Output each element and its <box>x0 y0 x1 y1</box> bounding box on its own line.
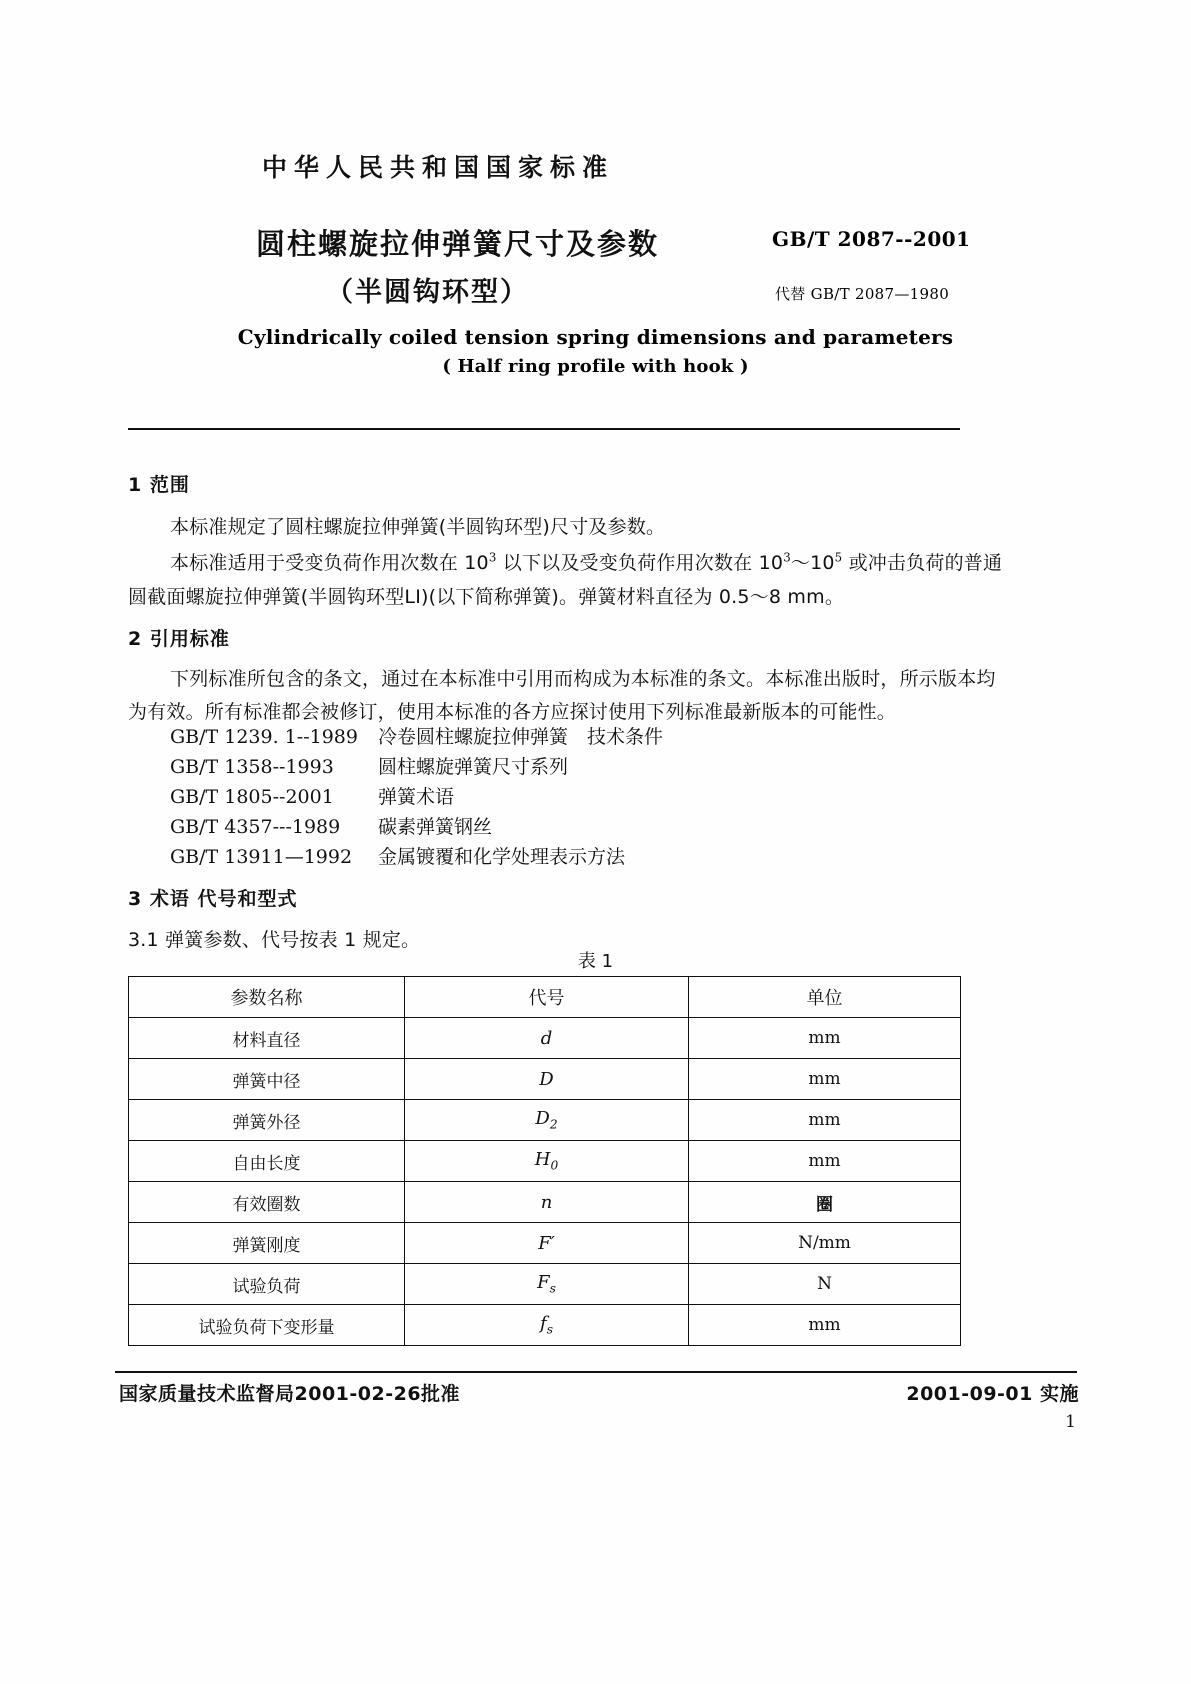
symbol-base: H <box>534 1149 551 1171</box>
english-title-line-1: Cylindrically coiled tension spring dimensions and parameters <box>237 325 954 349</box>
param-unit: mm <box>689 1059 961 1100</box>
symbol-base: D <box>535 1108 550 1130</box>
table-caption: 表 1 <box>577 951 614 972</box>
param-symbol <box>405 1182 689 1223</box>
symbol-subscript: s <box>549 1281 556 1296</box>
s1-p2-text-b: 以下以及受变负荷作用次数在 10 <box>496 552 784 574</box>
reference-code: GB/T 1805--2001 <box>170 786 334 808</box>
header-divider-rule <box>128 428 960 430</box>
s1-p2-sup-1: 3 <box>488 550 497 565</box>
chinese-title-line-2: （半圆钩环型） <box>326 277 529 308</box>
approval-statement: 国家质量技术监督局2001-02-26批准 <box>119 1383 461 1405</box>
reference-title: 弹簧术语 <box>378 786 455 808</box>
reference-item <box>170 812 492 839</box>
table-header-row <box>129 977 961 1018</box>
footer-divider-rule <box>115 1371 1077 1373</box>
param-symbol <box>405 1100 689 1141</box>
section-2-paragraph-line-2: 为有效。所有标准都会被修订，使用本标准的各方应探讨使用下列标准最新版本的可能性。 <box>128 701 897 723</box>
symbol-subscript: 0 <box>550 1158 559 1173</box>
table-header-cell: 代号 <box>405 977 689 1018</box>
symbol-base: D <box>539 1068 554 1090</box>
table-header-cell: 参数名称 <box>129 977 405 1018</box>
reference-code: GB/T 1358--1993 <box>170 756 334 778</box>
reference-title: 圆柱螺旋弹簧尺寸系列 <box>378 756 569 778</box>
param-name: 材料直径 <box>129 1018 405 1059</box>
param-name: 试验负荷下变形量 <box>129 1305 405 1346</box>
param-unit: mm <box>689 1100 961 1141</box>
nation-standard-title: 中华人民共和国国家标准 <box>262 153 615 182</box>
param-symbol <box>405 1264 689 1305</box>
table-row <box>129 1059 961 1100</box>
s1-p2-text-a: 本标准适用于受变负荷作用次数在 10 <box>170 552 489 574</box>
symbol-base: d <box>540 1027 553 1049</box>
section-2-heading: 2 引用标准 <box>128 628 230 650</box>
param-name: 弹簧外径 <box>129 1100 405 1141</box>
section-3-heading: 3 术语 代号和型式 <box>128 888 298 910</box>
param-unit: mm <box>689 1305 961 1346</box>
english-title-line-2: ( Half ring profile with hook ) <box>442 356 749 377</box>
reference-item <box>170 752 568 779</box>
param-unit: N/mm <box>689 1223 961 1264</box>
reference-code: GB/T 13911—1992 <box>170 846 353 868</box>
table-header-cell: 单位 <box>689 977 961 1018</box>
section-1-paragraph-2-line-1 <box>170 548 1002 575</box>
reference-item <box>170 842 625 869</box>
reference-code: GB/T 1239. 1--1989 <box>170 726 358 748</box>
reference-code: GB/T 4357---1989 <box>170 816 341 838</box>
s1-p2-sup-3: 5 <box>834 550 843 565</box>
reference-item <box>170 722 663 749</box>
param-unit: mm <box>689 1018 961 1059</box>
section-2-paragraph-line-1: 下列标准所包含的条文，通过在本标准中引用而构成为本标准的条文。本标准出版时，所示版本均 <box>170 668 996 690</box>
param-symbol <box>405 1223 689 1264</box>
page-number: 1 <box>1065 1412 1076 1432</box>
reference-title: 冷卷圆柱螺旋拉伸弹簧 技术条件 <box>378 726 664 748</box>
implementation-date: 2001-09-01 实施 <box>906 1383 1079 1405</box>
symbol-base: F <box>537 1272 550 1294</box>
s1-p2-text-c: ～10 <box>790 552 835 574</box>
table-row <box>129 1223 961 1264</box>
symbol-subscript: 2 <box>549 1117 558 1132</box>
chinese-title-line-1: 圆柱螺旋拉伸弹簧尺寸及参数 <box>256 227 660 261</box>
param-unit: mm <box>689 1141 961 1182</box>
symbol-base: n <box>540 1191 553 1213</box>
standard-replaces: 代替 GB/T 2087—1980 <box>775 285 950 303</box>
param-name: 有效圈数 <box>129 1182 405 1223</box>
param-symbol <box>405 1305 689 1346</box>
param-unit: N <box>689 1264 961 1305</box>
table-row <box>129 1182 961 1223</box>
s1-p2-text-d: 或冲击负荷的普通 <box>842 552 1003 574</box>
table-row <box>129 1018 961 1059</box>
parameters-table <box>128 976 961 1346</box>
symbol-subscript: s <box>546 1322 553 1337</box>
param-name: 试验负荷 <box>129 1264 405 1305</box>
table-row <box>129 1141 961 1182</box>
table-row <box>129 1264 961 1305</box>
symbol-base: F′ <box>538 1232 555 1254</box>
param-symbol <box>405 1059 689 1100</box>
param-symbol <box>405 1018 689 1059</box>
reference-item <box>170 782 454 809</box>
reference-title: 碳素弹簧钢丝 <box>378 816 493 838</box>
section-1-paragraph-2-line-2: 圆截面螺旋拉伸弹簧(半圆钩环型LI)(以下简称弹簧)。弹簧材料直径为 0.5～8 mm。 <box>128 586 845 608</box>
standard-number: GB/T 2087--2001 <box>772 227 971 251</box>
reference-title: 金属镀覆和化学处理表示方法 <box>378 846 626 868</box>
section-3-1-paragraph: 3.1 弹簧参数、代号按表 1 规定。 <box>128 929 421 951</box>
param-name: 弹簧刚度 <box>129 1223 405 1264</box>
symbol-base: f <box>540 1313 547 1335</box>
param-unit: 圈 <box>689 1182 961 1223</box>
table-row <box>129 1305 961 1346</box>
section-1-heading: 1 范围 <box>128 474 190 496</box>
s1-p2-sup-2: 3 <box>783 550 791 565</box>
param-name: 自由长度 <box>129 1141 405 1182</box>
param-name: 弹簧中径 <box>129 1059 405 1100</box>
section-1-paragraph-1: 本标准规定了圆柱螺旋拉伸弹簧(半圆钩环型)尺寸及参数。 <box>170 516 666 538</box>
param-symbol <box>405 1141 689 1182</box>
table-row <box>129 1100 961 1141</box>
